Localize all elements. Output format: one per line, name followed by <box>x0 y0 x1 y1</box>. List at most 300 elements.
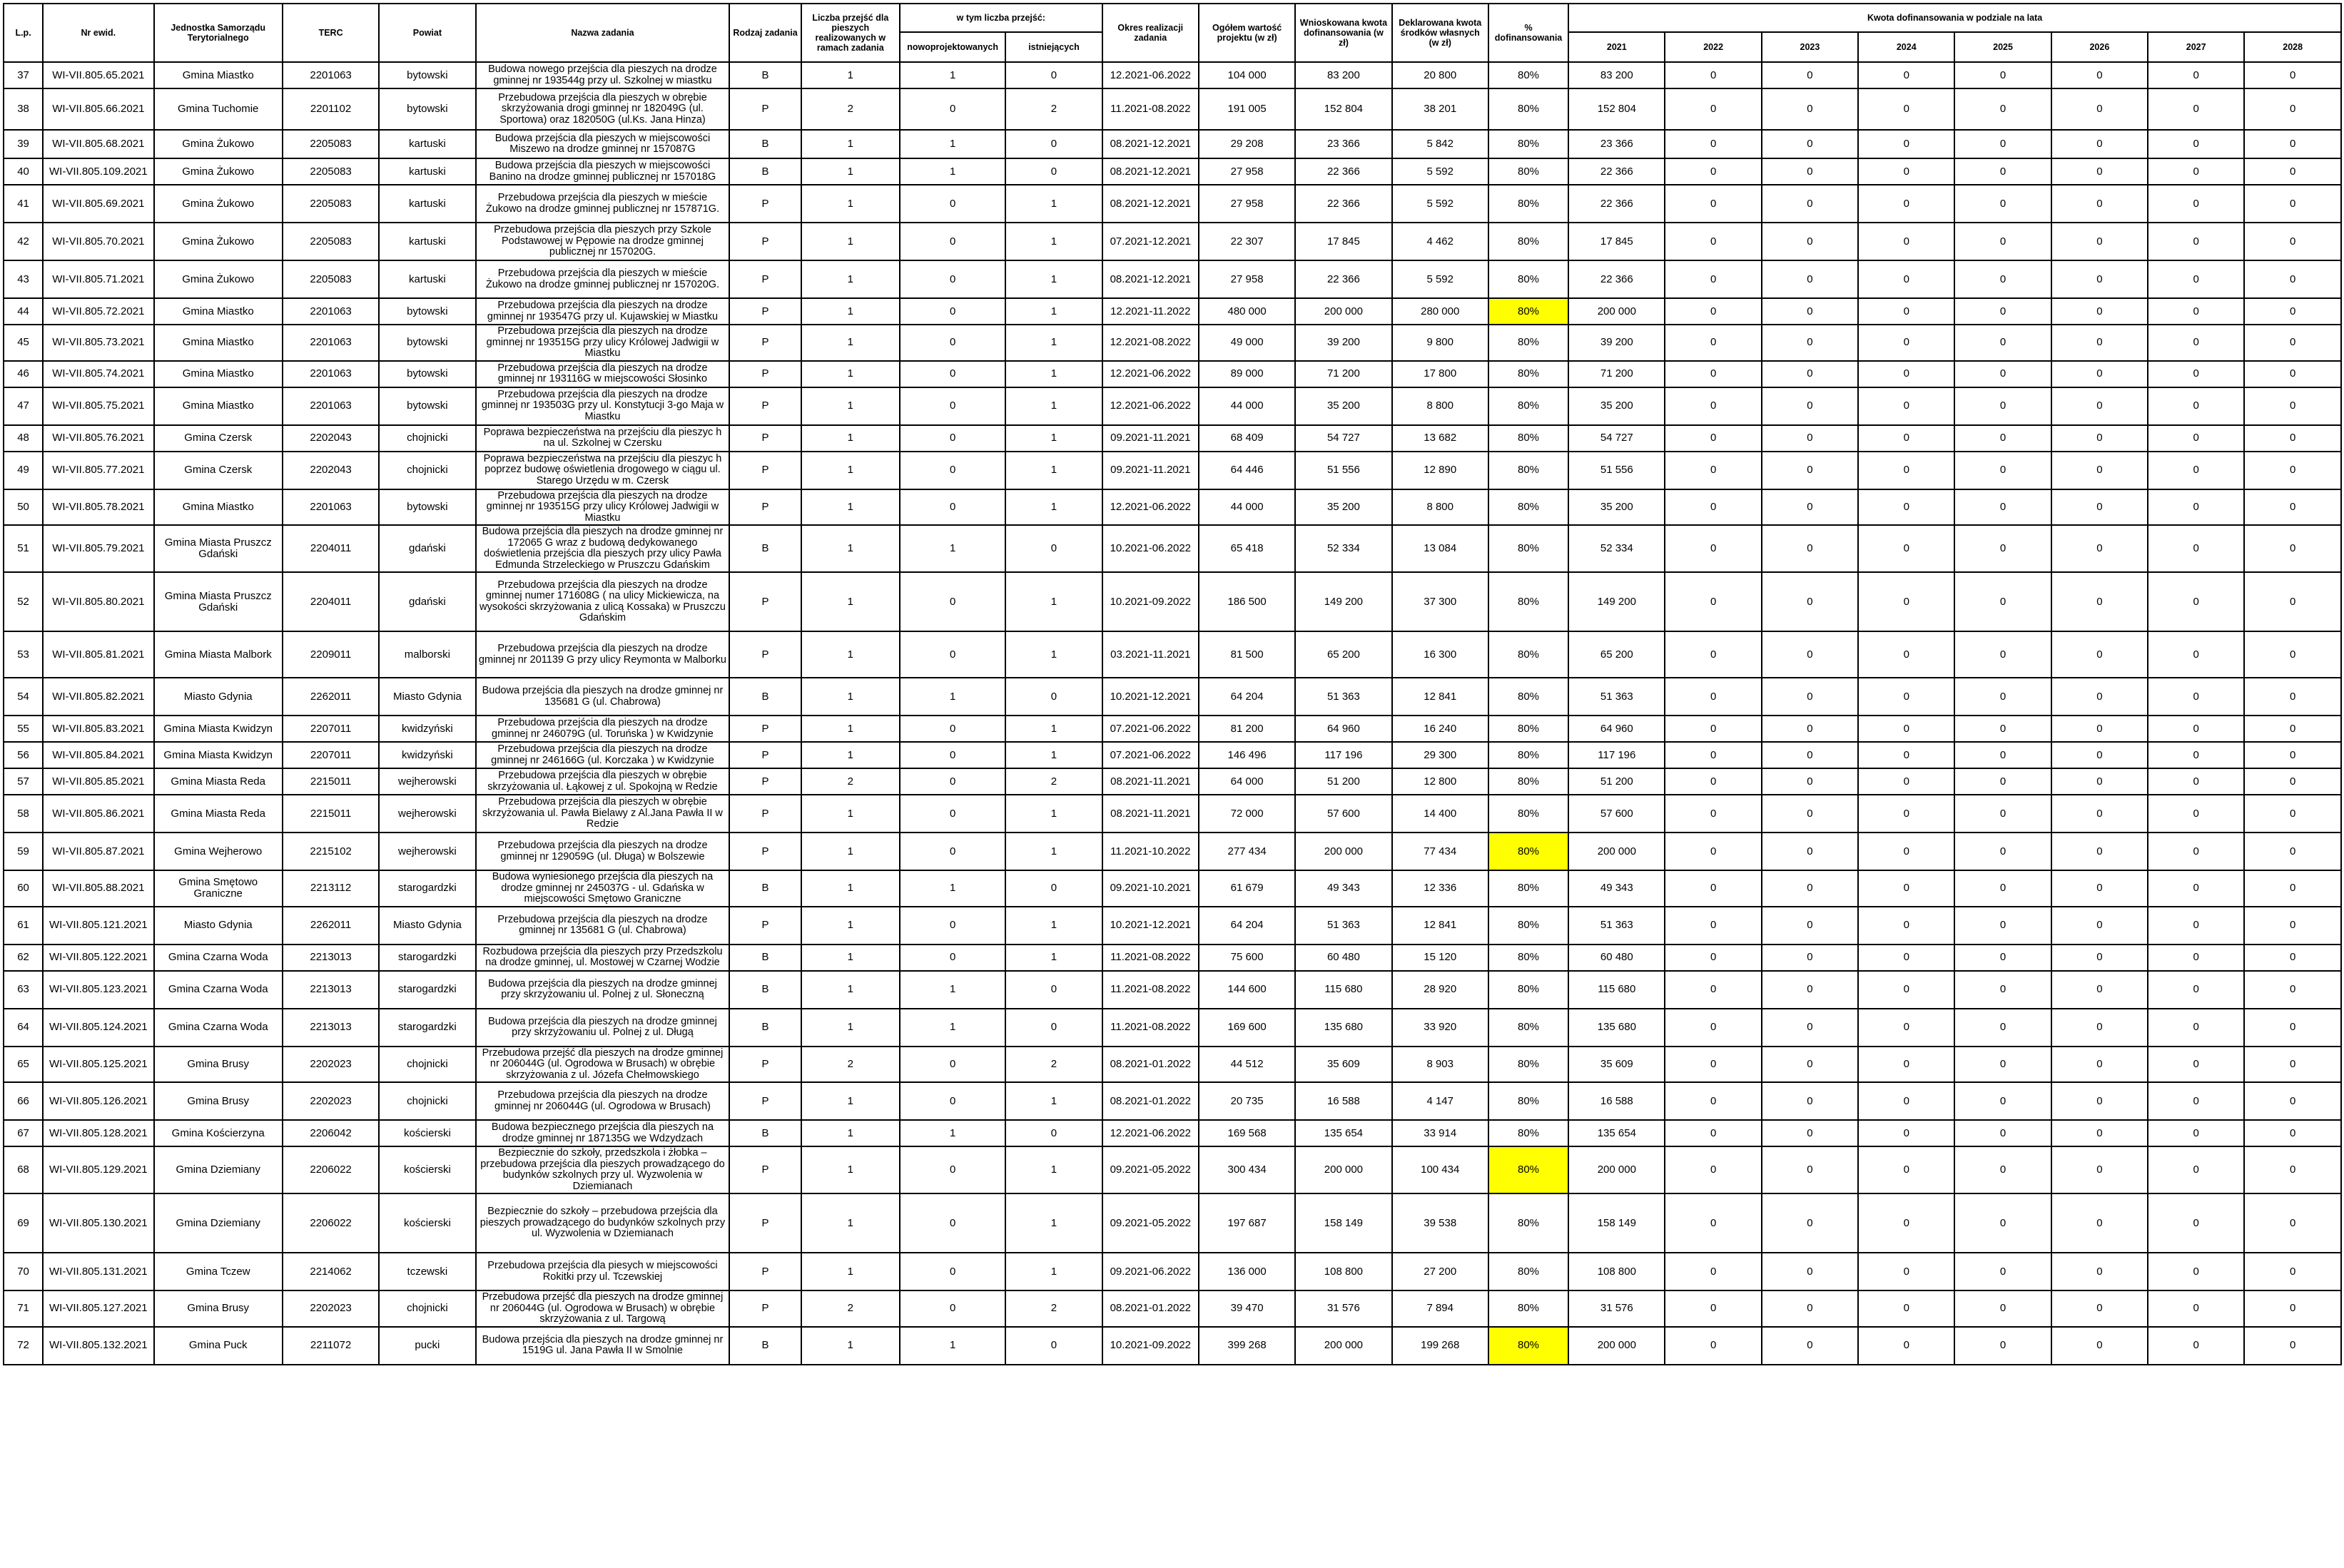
cell-year-amount: 0 <box>1858 425 1954 452</box>
cell-year-amount: 0 <box>2244 1146 2341 1193</box>
cell-year-amount: 31 576 <box>1568 1290 1665 1327</box>
cell-nowoprojektowanych: 0 <box>900 1047 1005 1083</box>
cell-year-amount: 0 <box>1858 387 1954 425</box>
cell-wnioskowana: 60 480 <box>1295 945 1391 971</box>
cell-year-amount: 0 <box>2244 1327 2341 1365</box>
cell-year-amount: 0 <box>1665 716 1761 742</box>
table-row <box>4 1290 2341 1327</box>
cell-terc: 2205083 <box>283 260 379 298</box>
cell-year-amount: 0 <box>2244 768 2341 795</box>
cell-okres: 11.2021-08.2022 <box>1102 1009 1199 1047</box>
cell-year-amount: 0 <box>2051 1009 2148 1047</box>
cell-year-amount: 35 609 <box>1568 1047 1665 1083</box>
cell-jst: Gmina Miastko <box>154 298 283 325</box>
cell-terc: 2205083 <box>283 158 379 185</box>
cell-year-amount: 0 <box>2051 1253 2148 1290</box>
cell-year-amount: 0 <box>2051 1082 2148 1120</box>
cell-year-amount: 0 <box>1762 361 1858 387</box>
cell-ogolem: 64 000 <box>1199 768 1295 795</box>
cell-year-amount: 0 <box>1954 795 2051 833</box>
cell-year-amount: 0 <box>2244 795 2341 833</box>
cell-istniejacych: 2 <box>1005 768 1102 795</box>
cell-wnioskowana: 200 000 <box>1295 833 1391 870</box>
cell-year-amount: 0 <box>2244 716 2341 742</box>
cell-wnioskowana: 135 680 <box>1295 1009 1391 1047</box>
cell-year-amount: 0 <box>2148 223 2244 260</box>
cell-year-amount: 0 <box>2244 387 2341 425</box>
cell-rodzaj: P <box>729 795 801 833</box>
cell-jst: Miasto Gdynia <box>154 907 283 945</box>
cell-procent: 80% <box>1488 325 1568 361</box>
cell-procent: 80% <box>1488 130 1568 158</box>
cell-nazwa-zadania: Przebudowa przejścia dla pieszych w obrębie skrzyżowania drogi gminnej nr 182049G (ul. Sportowa) oraz 182050G (ul.Ks. Jana Hinza) <box>476 88 730 130</box>
cell-year-amount: 0 <box>2244 298 2341 325</box>
cell-year-amount: 22 366 <box>1568 158 1665 185</box>
cell-nr-ewid: WI-VII.805.124.2021 <box>43 1009 153 1047</box>
cell-wnioskowana: 115 680 <box>1295 971 1391 1009</box>
cell-year-amount: 0 <box>2051 1193 2148 1253</box>
cell-nazwa-zadania: Przebudowa przejścia dla pieszych na drodze gminnej nr 193515G przy ulicy Królowej Jadwigii w Miastku <box>476 325 730 361</box>
table-row <box>4 452 2341 489</box>
cell-powiat: kościerski <box>379 1120 475 1146</box>
cell-year-amount: 0 <box>2051 631 2148 678</box>
cell-nr-ewid: WI-VII.805.74.2021 <box>43 361 153 387</box>
cell-year-amount: 200 000 <box>1568 833 1665 870</box>
cell-powiat: bytowski <box>379 489 475 526</box>
cell-year-amount: 0 <box>2051 870 2148 907</box>
table-row <box>4 572 2341 631</box>
cell-ogolem: 186 500 <box>1199 572 1295 631</box>
cell-rodzaj: B <box>729 1327 801 1365</box>
cell-procent: 80% <box>1488 768 1568 795</box>
cell-procent: 80% <box>1488 185 1568 223</box>
cell-year-amount: 0 <box>1665 387 1761 425</box>
cell-lp: 70 <box>4 1253 43 1290</box>
cell-year-amount: 0 <box>1954 1327 2051 1365</box>
cell-powiat: starogardzki <box>379 971 475 1009</box>
cell-rodzaj: B <box>729 525 801 572</box>
cell-istniejacych: 1 <box>1005 361 1102 387</box>
cell-deklarowana: 29 300 <box>1392 742 1488 768</box>
cell-powiat: malborski <box>379 631 475 678</box>
cell-terc: 2201063 <box>283 489 379 526</box>
cell-year-amount: 0 <box>1954 325 2051 361</box>
cell-year-amount: 0 <box>2051 795 2148 833</box>
cell-liczba: 1 <box>801 1327 900 1365</box>
cell-year-amount: 0 <box>2051 325 2148 361</box>
cell-ogolem: 89 000 <box>1199 361 1295 387</box>
cell-year-amount: 64 960 <box>1568 716 1665 742</box>
cell-powiat: kartuski <box>379 260 475 298</box>
cell-year-amount: 0 <box>1954 768 2051 795</box>
table-row <box>4 716 2341 742</box>
table-row <box>4 1146 2341 1193</box>
cell-lp: 57 <box>4 768 43 795</box>
cell-jst: Gmina Miastko <box>154 361 283 387</box>
cell-liczba: 1 <box>801 1009 900 1047</box>
cell-wnioskowana: 200 000 <box>1295 1327 1391 1365</box>
cell-liczba: 1 <box>801 795 900 833</box>
cell-year-amount: 0 <box>1665 971 1761 1009</box>
cell-istniejacych: 1 <box>1005 907 1102 945</box>
cell-powiat: chojnicki <box>379 452 475 489</box>
cell-wnioskowana: 31 576 <box>1295 1290 1391 1327</box>
cell-liczba: 1 <box>801 185 900 223</box>
cell-rodzaj: B <box>729 678 801 716</box>
table-row <box>4 325 2341 361</box>
cell-powiat: wejherowski <box>379 768 475 795</box>
cell-powiat: gdański <box>379 572 475 631</box>
cell-year-amount: 0 <box>1858 716 1954 742</box>
cell-procent: 80% <box>1488 62 1568 88</box>
cell-year-amount: 0 <box>1858 768 1954 795</box>
cell-istniejacych: 1 <box>1005 223 1102 260</box>
table-row <box>4 387 2341 425</box>
cell-year-amount: 0 <box>1858 1047 1954 1083</box>
cell-nazwa-zadania: Przebudowa przejścia dla pieszych w mieście Żukowo na drodze gminnej publicznej nr 157020G. <box>476 260 730 298</box>
cell-nr-ewid: WI-VII.805.84.2021 <box>43 742 153 768</box>
cell-liczba: 2 <box>801 768 900 795</box>
cell-procent: 80% <box>1488 1146 1568 1193</box>
cell-year-amount: 0 <box>2244 361 2341 387</box>
cell-year-amount: 49 343 <box>1568 870 1665 907</box>
cell-terc: 2204011 <box>283 525 379 572</box>
cell-year-amount: 117 196 <box>1568 742 1665 768</box>
cell-lp: 52 <box>4 572 43 631</box>
cell-powiat: kwidzyński <box>379 716 475 742</box>
cell-year-amount: 39 200 <box>1568 325 1665 361</box>
cell-nowoprojektowanych: 0 <box>900 452 1005 489</box>
cell-istniejacych: 0 <box>1005 130 1102 158</box>
cell-deklarowana: 28 920 <box>1392 971 1488 1009</box>
cell-terc: 2215011 <box>283 795 379 833</box>
cell-liczba: 1 <box>801 742 900 768</box>
cell-lp: 65 <box>4 1047 43 1083</box>
cell-nowoprojektowanych: 1 <box>900 158 1005 185</box>
cell-okres: 09.2021-05.2022 <box>1102 1146 1199 1193</box>
cell-year-amount: 0 <box>2244 489 2341 526</box>
cell-year-amount: 0 <box>2051 158 2148 185</box>
cell-powiat: kartuski <box>379 158 475 185</box>
cell-year-amount: 0 <box>1665 907 1761 945</box>
cell-nowoprojektowanych: 1 <box>900 678 1005 716</box>
cell-rodzaj: P <box>729 260 801 298</box>
cell-year-amount: 0 <box>1665 298 1761 325</box>
cell-okres: 10.2021-09.2022 <box>1102 572 1199 631</box>
cell-rodzaj: P <box>729 223 801 260</box>
cell-nazwa-zadania: Rozbudowa przejścia dla pieszych przy Przedszkolu na drodze gminnej, ul. Mostowej w Czarnej Wodzie <box>476 945 730 971</box>
cell-lp: 44 <box>4 298 43 325</box>
cell-deklarowana: 12 890 <box>1392 452 1488 489</box>
cell-deklarowana: 33 914 <box>1392 1120 1488 1146</box>
cell-year-amount: 0 <box>2148 572 2244 631</box>
cell-jst: Gmina Dziemiany <box>154 1146 283 1193</box>
cell-year-amount: 200 000 <box>1568 1146 1665 1193</box>
cell-year-amount: 0 <box>2051 223 2148 260</box>
table-row <box>4 945 2341 971</box>
cell-year-amount: 35 200 <box>1568 387 1665 425</box>
cell-year-amount: 0 <box>1665 361 1761 387</box>
cell-lp: 55 <box>4 716 43 742</box>
cell-year-amount: 0 <box>2051 678 2148 716</box>
cell-deklarowana: 7 894 <box>1392 1290 1488 1327</box>
cell-year-amount: 0 <box>1762 572 1858 631</box>
cell-terc: 2201063 <box>283 361 379 387</box>
cell-ogolem: 277 434 <box>1199 833 1295 870</box>
table-row <box>4 525 2341 572</box>
cell-year-amount: 0 <box>1858 572 1954 631</box>
cell-nr-ewid: WI-VII.805.128.2021 <box>43 1120 153 1146</box>
cell-jst: Gmina Tuchomie <box>154 88 283 130</box>
cell-liczba: 1 <box>801 572 900 631</box>
cell-year-amount: 0 <box>2148 1193 2244 1253</box>
cell-lp: 66 <box>4 1082 43 1120</box>
cell-powiat: tczewski <box>379 1253 475 1290</box>
cell-istniejacych: 0 <box>1005 1009 1102 1047</box>
cell-year-amount: 0 <box>1665 1009 1761 1047</box>
cell-nowoprojektowanych: 0 <box>900 260 1005 298</box>
cell-deklarowana: 12 800 <box>1392 768 1488 795</box>
cell-deklarowana: 77 434 <box>1392 833 1488 870</box>
cell-year-amount: 0 <box>1858 971 1954 1009</box>
cell-okres: 12.2021-06.2022 <box>1102 361 1199 387</box>
cell-nazwa-zadania: Przebudowa przejścia dla pieszych na drodze gminnej numer 171608G ( na ulicy Mickiewicza, na wysokości skrzyżowania z ulicą Kossaka) w Pruszczu Gdańskim <box>476 572 730 631</box>
cell-jst: Gmina Miasta Pruszcz Gdański <box>154 572 283 631</box>
cell-istniejacych: 1 <box>1005 1082 1102 1120</box>
cell-jst: Gmina Miastko <box>154 62 283 88</box>
cell-year-amount: 65 200 <box>1568 631 1665 678</box>
cell-ogolem: 64 204 <box>1199 907 1295 945</box>
cell-nazwa-zadania: Przebudowa przejścia dla pieszych na drodze gminnej nr 246079G (ul. Toruńska ) w Kwidzynie <box>476 716 730 742</box>
cell-year-amount: 0 <box>2148 185 2244 223</box>
cell-jst: Gmina Miasta Reda <box>154 768 283 795</box>
cell-okres: 08.2021-12.2021 <box>1102 158 1199 185</box>
cell-year-amount: 0 <box>2148 62 2244 88</box>
cell-rodzaj: P <box>729 1047 801 1083</box>
cell-year-amount: 0 <box>2148 452 2244 489</box>
cell-lp: 38 <box>4 88 43 130</box>
cell-liczba: 1 <box>801 1193 900 1253</box>
cell-year-amount: 0 <box>1954 62 2051 88</box>
cell-powiat: chojnicki <box>379 1047 475 1083</box>
cell-powiat: wejherowski <box>379 795 475 833</box>
cell-wnioskowana: 71 200 <box>1295 361 1391 387</box>
cell-ogolem: 20 735 <box>1199 1082 1295 1120</box>
cell-year-amount: 0 <box>1954 870 2051 907</box>
cell-year-amount: 0 <box>1858 1253 1954 1290</box>
cell-deklarowana: 27 200 <box>1392 1253 1488 1290</box>
cell-nowoprojektowanych: 0 <box>900 361 1005 387</box>
cell-nr-ewid: WI-VII.805.121.2021 <box>43 907 153 945</box>
cell-wnioskowana: 149 200 <box>1295 572 1391 631</box>
cell-powiat: bytowski <box>379 387 475 425</box>
cell-istniejacych: 1 <box>1005 1253 1102 1290</box>
header-kwota-lata: Kwota dofinansowania w podziale na lata <box>1568 4 2341 32</box>
cell-rodzaj: P <box>729 452 801 489</box>
cell-lp: 39 <box>4 130 43 158</box>
cell-okres: 12.2021-06.2022 <box>1102 1120 1199 1146</box>
cell-year-amount: 0 <box>1954 1120 2051 1146</box>
cell-terc: 2201063 <box>283 298 379 325</box>
cell-rodzaj: B <box>729 158 801 185</box>
header-deklarowana: Deklarowana kwota środków własnych (w zł) <box>1392 4 1488 62</box>
cell-terc: 2201063 <box>283 62 379 88</box>
cell-year-amount: 0 <box>1954 1009 2051 1047</box>
cell-powiat: bytowski <box>379 62 475 88</box>
table-row <box>4 158 2341 185</box>
cell-year-amount: 0 <box>2244 678 2341 716</box>
cell-wnioskowana: 35 609 <box>1295 1047 1391 1083</box>
cell-terc: 2215011 <box>283 768 379 795</box>
cell-year-amount: 0 <box>1665 88 1761 130</box>
cell-rodzaj: B <box>729 1120 801 1146</box>
cell-nazwa-zadania: Przebudowa przejścia dla pieszych na drodze gminnej nr 135681 G (ul. Chabrowa) <box>476 907 730 945</box>
cell-okres: 11.2021-10.2022 <box>1102 833 1199 870</box>
cell-ogolem: 44 000 <box>1199 387 1295 425</box>
cell-powiat: kartuski <box>379 223 475 260</box>
cell-year-amount: 0 <box>2148 158 2244 185</box>
cell-nazwa-zadania: Budowa przejścia dla pieszych na drodze gminnej nr 1519G ul. Jana Pawła II w Smolnie <box>476 1327 730 1365</box>
cell-nazwa-zadania: Budowa przejścia dla pieszych na drodze gminnej przy skrzyżowaniu ul. Polnej z ul. Słoneczną <box>476 971 730 1009</box>
cell-year-amount: 0 <box>1954 945 2051 971</box>
cell-year-amount: 0 <box>1858 678 1954 716</box>
cell-nr-ewid: WI-VII.805.87.2021 <box>43 833 153 870</box>
cell-year-amount: 0 <box>1762 88 1858 130</box>
cell-year-amount: 0 <box>2244 1290 2341 1327</box>
cell-year-amount: 0 <box>1858 742 1954 768</box>
cell-nr-ewid: WI-VII.805.86.2021 <box>43 795 153 833</box>
cell-year-amount: 0 <box>1858 1120 1954 1146</box>
header-year: 2022 <box>1665 32 1761 62</box>
cell-terc: 2262011 <box>283 907 379 945</box>
cell-year-amount: 0 <box>2148 971 2244 1009</box>
cell-year-amount: 0 <box>1954 1082 2051 1120</box>
cell-nr-ewid: WI-VII.805.71.2021 <box>43 260 153 298</box>
cell-nowoprojektowanych: 0 <box>900 795 1005 833</box>
cell-year-amount: 0 <box>1954 260 2051 298</box>
cell-okres: 09.2021-06.2022 <box>1102 1253 1199 1290</box>
cell-jst: Gmina Miasta Kwidzyn <box>154 716 283 742</box>
cell-nr-ewid: WI-VII.805.83.2021 <box>43 716 153 742</box>
cell-year-amount: 0 <box>2244 1120 2341 1146</box>
cell-year-amount: 0 <box>2051 833 2148 870</box>
cell-year-amount: 0 <box>1665 870 1761 907</box>
cell-year-amount: 0 <box>2244 1253 2341 1290</box>
cell-nowoprojektowanych: 0 <box>900 631 1005 678</box>
cell-year-amount: 22 366 <box>1568 185 1665 223</box>
cell-istniejacych: 2 <box>1005 1047 1102 1083</box>
cell-wnioskowana: 108 800 <box>1295 1253 1391 1290</box>
cell-year-amount: 0 <box>1858 795 1954 833</box>
cell-year-amount: 0 <box>2244 452 2341 489</box>
cell-rodzaj: P <box>729 1253 801 1290</box>
cell-year-amount: 0 <box>2244 325 2341 361</box>
cell-lp: 56 <box>4 742 43 768</box>
cell-wnioskowana: 51 363 <box>1295 907 1391 945</box>
cell-year-amount: 0 <box>2244 1047 2341 1083</box>
cell-year-amount: 0 <box>1665 452 1761 489</box>
cell-year-amount: 0 <box>1665 260 1761 298</box>
cell-lp: 62 <box>4 945 43 971</box>
cell-procent: 80% <box>1488 298 1568 325</box>
cell-procent: 80% <box>1488 1082 1568 1120</box>
cell-istniejacych: 1 <box>1005 716 1102 742</box>
header-ogolem: Ogółem wartość projektu (w zł) <box>1199 4 1295 62</box>
cell-wnioskowana: 117 196 <box>1295 742 1391 768</box>
table-row <box>4 425 2341 452</box>
cell-wnioskowana: 22 366 <box>1295 185 1391 223</box>
header-row-top <box>4 4 2341 32</box>
cell-nazwa-zadania: Przebudowa przejścia dla pieszych na drodze gminnej nr 193515G przy ulicy Królowej Jadwigii w Miastku <box>476 489 730 526</box>
cell-year-amount: 0 <box>1858 1193 1954 1253</box>
cell-powiat: kościerski <box>379 1193 475 1253</box>
cell-deklarowana: 38 201 <box>1392 88 1488 130</box>
cell-ogolem: 81 200 <box>1199 716 1295 742</box>
cell-procent: 80% <box>1488 870 1568 907</box>
cell-jst: Gmina Smętowo Graniczne <box>154 870 283 907</box>
cell-year-amount: 0 <box>2244 1193 2341 1253</box>
cell-jst: Gmina Tczew <box>154 1253 283 1290</box>
cell-nr-ewid: WI-VII.805.65.2021 <box>43 62 153 88</box>
cell-okres: 08.2021-12.2021 <box>1102 260 1199 298</box>
table-row <box>4 833 2341 870</box>
cell-nowoprojektowanych: 1 <box>900 130 1005 158</box>
cell-powiat: kościerski <box>379 1146 475 1193</box>
cell-wnioskowana: 22 366 <box>1295 260 1391 298</box>
cell-nowoprojektowanych: 0 <box>900 1290 1005 1327</box>
cell-year-amount: 0 <box>2148 325 2244 361</box>
cell-year-amount: 0 <box>2051 1047 2148 1083</box>
cell-ogolem: 300 434 <box>1199 1146 1295 1193</box>
cell-deklarowana: 5 592 <box>1392 158 1488 185</box>
cell-nr-ewid: WI-VII.805.88.2021 <box>43 870 153 907</box>
cell-year-amount: 0 <box>1858 185 1954 223</box>
cell-istniejacych: 0 <box>1005 971 1102 1009</box>
table-row <box>4 1047 2341 1083</box>
cell-liczba: 1 <box>801 158 900 185</box>
cell-terc: 2202023 <box>283 1047 379 1083</box>
cell-istniejacych: 1 <box>1005 1193 1102 1253</box>
cell-year-amount: 0 <box>1665 130 1761 158</box>
header-nazwa-zadania: Nazwa zadania <box>476 4 730 62</box>
cell-liczba: 1 <box>801 425 900 452</box>
cell-ogolem: 39 470 <box>1199 1290 1295 1327</box>
cell-year-amount: 0 <box>2051 971 2148 1009</box>
cell-istniejacych: 1 <box>1005 452 1102 489</box>
cell-deklarowana: 8 800 <box>1392 387 1488 425</box>
cell-year-amount: 0 <box>1954 572 2051 631</box>
cell-rodzaj: P <box>729 489 801 526</box>
cell-year-amount: 0 <box>1665 158 1761 185</box>
cell-year-amount: 0 <box>2051 1290 2148 1327</box>
cell-deklarowana: 20 800 <box>1392 62 1488 88</box>
cell-wnioskowana: 17 845 <box>1295 223 1391 260</box>
header-procent: % dofinansowania <box>1488 4 1568 62</box>
cell-year-amount: 0 <box>1762 768 1858 795</box>
cell-wnioskowana: 52 334 <box>1295 525 1391 572</box>
table-row <box>4 678 2341 716</box>
cell-year-amount: 0 <box>2148 425 2244 452</box>
cell-rodzaj: B <box>729 971 801 1009</box>
cell-year-amount: 0 <box>1954 130 2051 158</box>
cell-year-amount: 0 <box>1858 1327 1954 1365</box>
cell-terc: 2211072 <box>283 1327 379 1365</box>
cell-powiat: Miasto Gdynia <box>379 678 475 716</box>
table-row <box>4 130 2341 158</box>
cell-year-amount: 0 <box>1762 1253 1858 1290</box>
cell-year-amount: 0 <box>1954 631 2051 678</box>
table-row <box>4 795 2341 833</box>
